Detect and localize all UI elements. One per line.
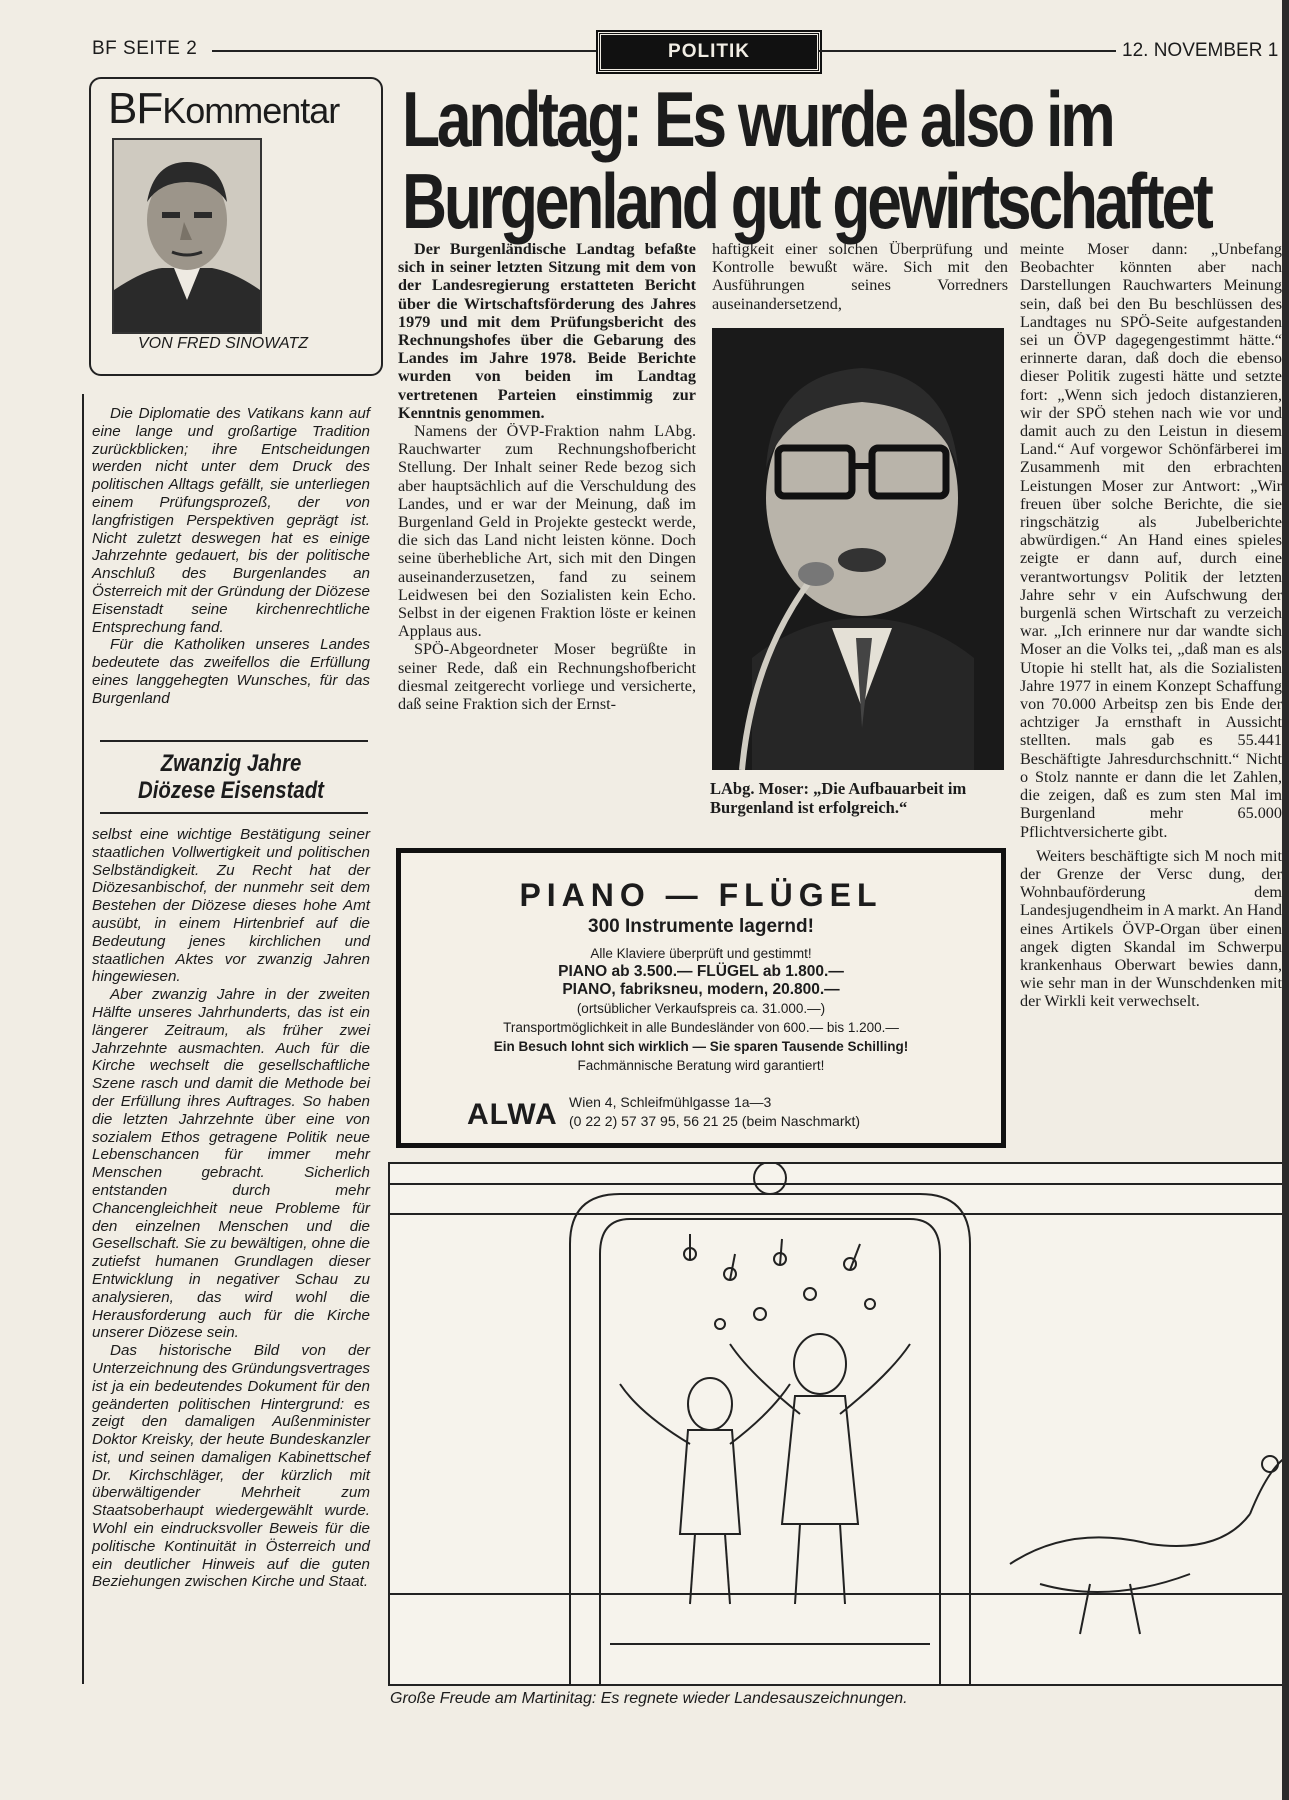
header-rule-right (818, 50, 1116, 52)
article-column-2 (712, 240, 1008, 313)
article-column-1 (398, 240, 696, 713)
moser-photo-image (712, 328, 1004, 770)
cartoon-caption: Große Freude am Martinitag: Es regnete wieder Landesauszeichnungen. (390, 1690, 908, 1707)
author-portrait-image (114, 140, 260, 332)
byline: VON FRED SINOWATZ (138, 335, 309, 352)
article-headline (402, 75, 1211, 245)
article-paragraph: Namens der ÖVP-Fraktion nahm LAbg. Rauchwarter zum Rechnungshofbericht Stellung. Der Inhalt seiner Rede bezog sich aber hauptsächlich auf die Verschuldung des Landes, und er war der Meinung, daß im Burgenland Geld in Projekte gesteckt werde, die sich das Land nicht leisten könne. Doch seine überhebliche Art, sich mit den Dingen auseinanderzusetzen, fand zu seinem Leidwesen bei den Sozialisten kein Echo. Selbst in der eigenen Fraktion löste er keinen Applaus aus. (398, 422, 696, 641)
page-label: BF SEITE 2 (92, 38, 198, 59)
ad-title: PIANO — FLÜGEL (519, 877, 883, 913)
article-paragraph: meinte Moser dann: „Unbefang Beobachter könnten aber nach Darstellungen Rauchwarters Meinung sein, daß bei den Bu beschlüssen des Landtages nu SPÖ-Seite aufgestanden sei un ÖVP dagegengestimmt hätte.“ erinnerte daran, daß doch die ebenso dieser Politik zugesti hätte und setzte fort: „Wenn sich jedoch distanzieren, wir der SPÖ stehen nach wie vor und damit auch zu den Leistun in diesem Land.“ Auf vorgewor Schönfärberei im Zusammenh mit den erbrachten Leistungen Moser zur Antwort: „Wir freuen über solche Berichte, die sie ringschätzig als Jubelberichte abwürdigen.“ An Hand eines spieles zeigte er dann auf, durch eine verantwortungsv Politik der letzten Jahre sehr v ein Aufschwung der burgenlä schen Wirtschaft zu verzeich war. „Ich erinnere nur dar wandte sich Moser an die Volks tei, „daß man es als Utopie hi stellt hat, als die Sozialisten Jahre 1977 in einem Konzept Schaffung von 70.000 Arbeitsp zen bis Ende der achtziger Ja ernsthaft in Aussicht stellten. mals gab es 55.441 Beschäftigte Jahresdurchschnitt.“ Nicht o Stolz nannte er dann die let Zahlen, die zeigen, daß es zum sten Mal im Burgenland mehr 65.000 Pflichtversicherte gibt. (1020, 240, 1282, 841)
left-column-rule (82, 394, 84, 1684)
article-paragraph: SPÖ-Abgeordneter Moser begrüßte in seiner Rede, daß ein Rechnungshofbericht diesmal zeitgerecht vorliege und versicherte, daß seine Fraktion sich der Ernst- (398, 640, 696, 714)
ad-address-line: (0 22 2) 57 37 95, 56 21 25 (beim Naschmarkt) (569, 1113, 861, 1129)
article-headline-line2: Burgenland gut gewirtschaftet (402, 157, 1211, 245)
photo-caption: LAbg. Moser: „Die Aufbauarbeit im Burgenland ist erfolgreich.“ (710, 779, 967, 817)
kommentar-text-bottom (92, 826, 370, 1591)
subhead-rule-bottom (100, 812, 368, 814)
piano-advertisement (396, 848, 1006, 1148)
kommentar-paragraph: Für die Katholiken unseres Landes bedeutete das zweifellos die Erfüllung eines langgehegten Wunsches, für das Burgenland (92, 636, 370, 707)
kommentar-title-bf: BF (108, 84, 163, 133)
ad-subtitle: 300 Instrumente lagernd! (588, 916, 814, 937)
ad-address (569, 1093, 860, 1131)
ad-line: Fachmännische Beratung wird garantiert! (577, 1058, 825, 1073)
ad-line: Ein Besuch lohnt sich wirklich — Sie sparen Tausende Schilling! (493, 1039, 909, 1054)
kommentar-paragraph: Aber zwanzig Jahre in der zweiten Hälfte unseres Jahrhunderts, das ist ein längerer Zeitraum, als früher zwei Jahrzehnte ausmachten. Auch für die Kirche wechselt die gesellschaftliche Szene rasch und damit die Methode bei der Erfüllung ihres Auftrages. So haben die letzten Jahrzehnte über eine von sozialem Ethos getragene Politik neue Lebenschancen für immer mehr Menschen gebracht. Sicherlich entstanden durch mehr Chancengleichheit neue Probleme für den einzelnen Menschen und die Gesellschaft. Sie zu bewältigen, ohne die zutiefst humanen Grundlagen dieser Entwicklung in negativer Schau zu analysieren, das wird wohl die Herausforderung auch für die Kirche unserer Diözese sein. (92, 986, 370, 1342)
moser-photo (712, 328, 1004, 770)
ad-address-line: Wien 4, Schleifmühlgasse 1a—3 (569, 1094, 772, 1110)
header-rule-left (212, 50, 596, 52)
ad-line: (ortsüblicher Verkaufspreis ca. 31.000.—) (576, 1001, 826, 1016)
kommentar-paragraph: selbst eine wichtige Bestätigung seiner staatlichen Vollwertigkeit und politischen Selbständigkeit. Zu Recht hat der Diözesanbischof, der nunmehr seit dem Bestehen der Diözese dieses hohe Amt ausübt, in einem Hirtenbrief auf die Bedeutung jenes kirchlichen und staatlichen Aktes vor zwanzig Jahren hingewiesen. (92, 826, 370, 986)
ad-line: Transportmöglichkeit in alle Bundesländer von 600.— bis 1.200.— (503, 1020, 899, 1035)
article-paragraph: haftigkeit einer solchen Überprüfung und Kontrolle bewußt wäre. Sich mit den Ausführungen seines Vorredners auseinandersetzend, (712, 240, 1008, 313)
kommentar-subhead-line2: Diözese Eisenstadt (138, 777, 324, 804)
section-label: POLITIK (598, 32, 820, 72)
ad-brand: ALWA (467, 1098, 558, 1131)
ad-prices: PIANO ab 3.500.— FLÜGEL ab 1.800.— (558, 963, 844, 980)
subhead-rule (100, 740, 368, 742)
kommentar-text-top (92, 405, 370, 708)
cartoon-drawing (390, 1164, 1289, 1684)
kommentar-title (108, 84, 339, 134)
page-edge (1282, 0, 1289, 1800)
article-column-3 (1020, 240, 1282, 1140)
kommentar-paragraph: Die Diplomatie des Vatikans kann auf eine lange und großartige Tradition zurückblicken; ihre Entscheidungen werden nicht unter dem Druck des politischen Alltags gefällt, sie unterliegen einem Prüfungsprozeß, der von langfristigen Perspektiven geprägt ist. Nicht zuletzt deswegen hat es einige Jahrzehnte gedauert, bis der politische Anschluß des Burgenlandes an Österreich mit der Gründung der Diözese Eisenstadt seine kirchenrechtliche Entsprechung fand. (92, 405, 370, 636)
cartoon (388, 1162, 1289, 1686)
article-lead: Der Burgenländische Landtag befaßte sich in seiner letzten Sitzung mit dem von der Landesregierung erstatteten Bericht über die Wirtschaftsförderung des Jahres 1979 und mit dem Prüfungsbericht des Rechnungshofes über die Gebarung des Landes im Jahre 1978. Beide Berichte wurden von beiden im Landtag vertretenen Parteien einstimmig zur Kenntnis genommen. (398, 240, 696, 422)
kommentar-subhead-line1: Zwanzig Jahre (160, 750, 302, 777)
article-paragraph: Weiters beschäftigte sich M noch mit der Grenze der Versc dung, der Wohnbauförderung dem Landesjugendheim in A markt. An Hand eines Artikels ÖVP-Organ über einen angek digten Skandal im Schwerpu krankenhaus Oberwart bewies dann, wie sehr man in der Wunschdenken mit der Wirkli keit verwechselt. (1020, 846, 1282, 1011)
issue-date: 12. NOVEMBER 1 (1122, 40, 1279, 61)
kommentar-paragraph: Das historische Bild von der Unterzeichnung des Gründungsvertrages ist ja ein bedeutendes Dokument für den geänderten politischen Hintergrund: es zeigt den damaligen Außenminister Doktor Kreisky, der heute Bundeskanzler ist, und seinen damaligen Kabinettschef Dr. Kirchschläger, der kürzlich mit überwältigender Mehrheit zum Staatsoberhaupt wiedergewählt wurde. Wohl ein eindrucksvoller Beweis für die politische Kontinuität in Österreich und ein deutlicher Hinweis auf die guten Beziehungen zwischen Kirche und Staat. (92, 1342, 370, 1591)
article-headline-line1: Landtag: Es wurde also im (402, 75, 1113, 163)
ad-line: Alle Klaviere überprüft und gestimmt! (590, 946, 812, 961)
ad-new-piano: PIANO, fabriksneu, modern, 20.800.— (562, 981, 840, 998)
kommentar-title-rest: Kommentar (162, 90, 340, 131)
kommentar-subhead (113, 750, 349, 804)
author-portrait (112, 138, 262, 334)
